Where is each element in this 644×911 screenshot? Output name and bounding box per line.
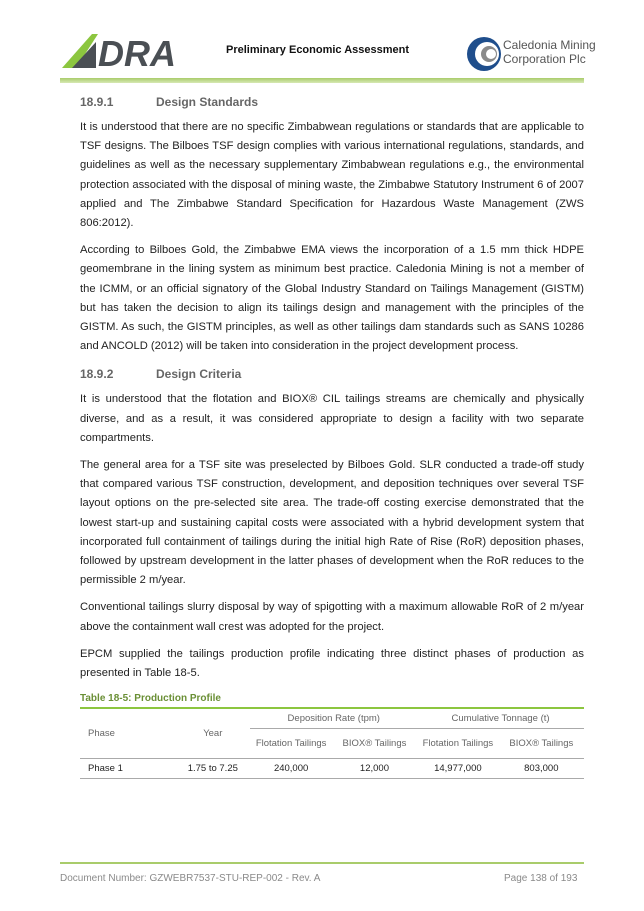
- cell-dep-flotation: 240,000: [250, 758, 331, 778]
- caledonia-line1: Caledonia Mining: [503, 38, 596, 52]
- paragraph: Conventional tailings slurry disposal by way of spigotting with a maximum allowable RoR of 2 m/year above the containment wall crest was adopted for the project.: [80, 601, 584, 633]
- caledonia-line2: Corporation Plc: [503, 52, 586, 66]
- cell-cum-flotation: 14,977,000: [417, 758, 499, 778]
- footer-divider: [60, 862, 584, 864]
- paragraph: It is understood that the flotation and BIOX® CIL tailings streams are chemically and physically diverse, and as a result, it was considered appropriate to design a facility with two separate compartments.: [80, 393, 584, 444]
- section-title: Design Standards: [156, 95, 259, 109]
- caledonia-logo: [466, 36, 502, 72]
- paragraph: According to Bilboes Gold, the Zimbabwe EMA views the incorporation of a 1.5 mm thick HDPE geomembrane in the lining system as minimum best practice. Caledonia Mining is not a member of the ICMM, or an official signatory of the Global Industry Standard on Tailings Management (GISTM) but has taken the decision to align its tailings design and management with the principles of the GISTM. As such, the GISTM principles, as well as other tailings dam standards such as SANS 10286 and ANCOLD (2012) will be taken into consideration in the project development process.: [80, 244, 584, 353]
- header-cumulative-tonnage: Cumulative Tonnage (t): [417, 708, 584, 728]
- header-divider: [60, 78, 584, 83]
- page-number: Page 138 of 193: [504, 873, 578, 884]
- cell-dep-biox: 12,000: [332, 758, 417, 778]
- section-number: 18.9.2: [80, 367, 114, 382]
- dra-logo: [62, 32, 198, 70]
- page-header: [0, 0, 644, 90]
- page-content: [80, 94, 584, 779]
- table-caption: Table 18-5: Production Profile: [80, 693, 221, 705]
- paragraph: EPCM supplied the tailings production profile indicating three distinct phases of production as presented in Table 18-5.: [80, 647, 584, 680]
- document-number: Document Number: GZWEBR7537-STU-REP-002 - Rev. A: [60, 873, 321, 884]
- production-profile-table: [80, 707, 584, 779]
- section-heading-design-criteria: [80, 366, 584, 382]
- table-header-row: [80, 708, 584, 728]
- cell-phase: Phase 1: [80, 758, 175, 778]
- dra-logo-text: DRA: [98, 33, 176, 70]
- paragraph: It is understood that there are no specific Zimbabwean regulations or standards that are applicable to TSF designs. The Bilboes TSF design complies with various international regulations, standards, and guidelines as well as the necessary supplementary Zimbabwean regulations e.g., the environmental protection associated with the disposal of mining waste, the Zimbabwe Statutory Instrument 6 of 2007 applied and The Zimbabwe Standard Specification for Hazardous Waste Management (ZWS 806:2012).: [80, 121, 584, 230]
- section-title: Design Criteria: [156, 367, 242, 382]
- header-year: Year: [175, 708, 250, 758]
- cell-year: 1.75 to 7.25: [175, 758, 250, 778]
- header-cum-biox: BIOX® Tailings: [499, 728, 584, 758]
- table-row: [80, 758, 584, 778]
- header-cum-flotation: Flotation Tailings: [417, 728, 499, 758]
- cell-cum-biox: 803,000: [499, 758, 584, 778]
- paragraph: The general area for a TSF site was preselected by Bilboes Gold. SLR conducted a trade-off study that compared various TSF construction, development, and deposition techniques over several TSF layout options on the pre-selected site area. The trade-off costing exercise demonstrated that the lowest start-up and sustaining capital costs were associated with a hybrid development system that incorporated full containment of tailings during the initial high Rate of Rise (RoR) deposition phases, followed by upstream development in the latter phases of development when the RoR reduces to the permissible 2 m/year.: [80, 459, 584, 587]
- section-heading-design-standards: [80, 94, 584, 110]
- header-dep-biox: BIOX® Tailings: [332, 728, 417, 758]
- caledonia-logo-text: [503, 38, 596, 66]
- header-deposition-rate: Deposition Rate (tpm): [250, 708, 417, 728]
- header-phase: Phase: [80, 708, 175, 758]
- header-title: Preliminary Economic Assessment: [226, 44, 410, 56]
- section-number: 18.9.1: [80, 95, 114, 109]
- header-dep-flotation: Flotation Tailings: [250, 728, 331, 758]
